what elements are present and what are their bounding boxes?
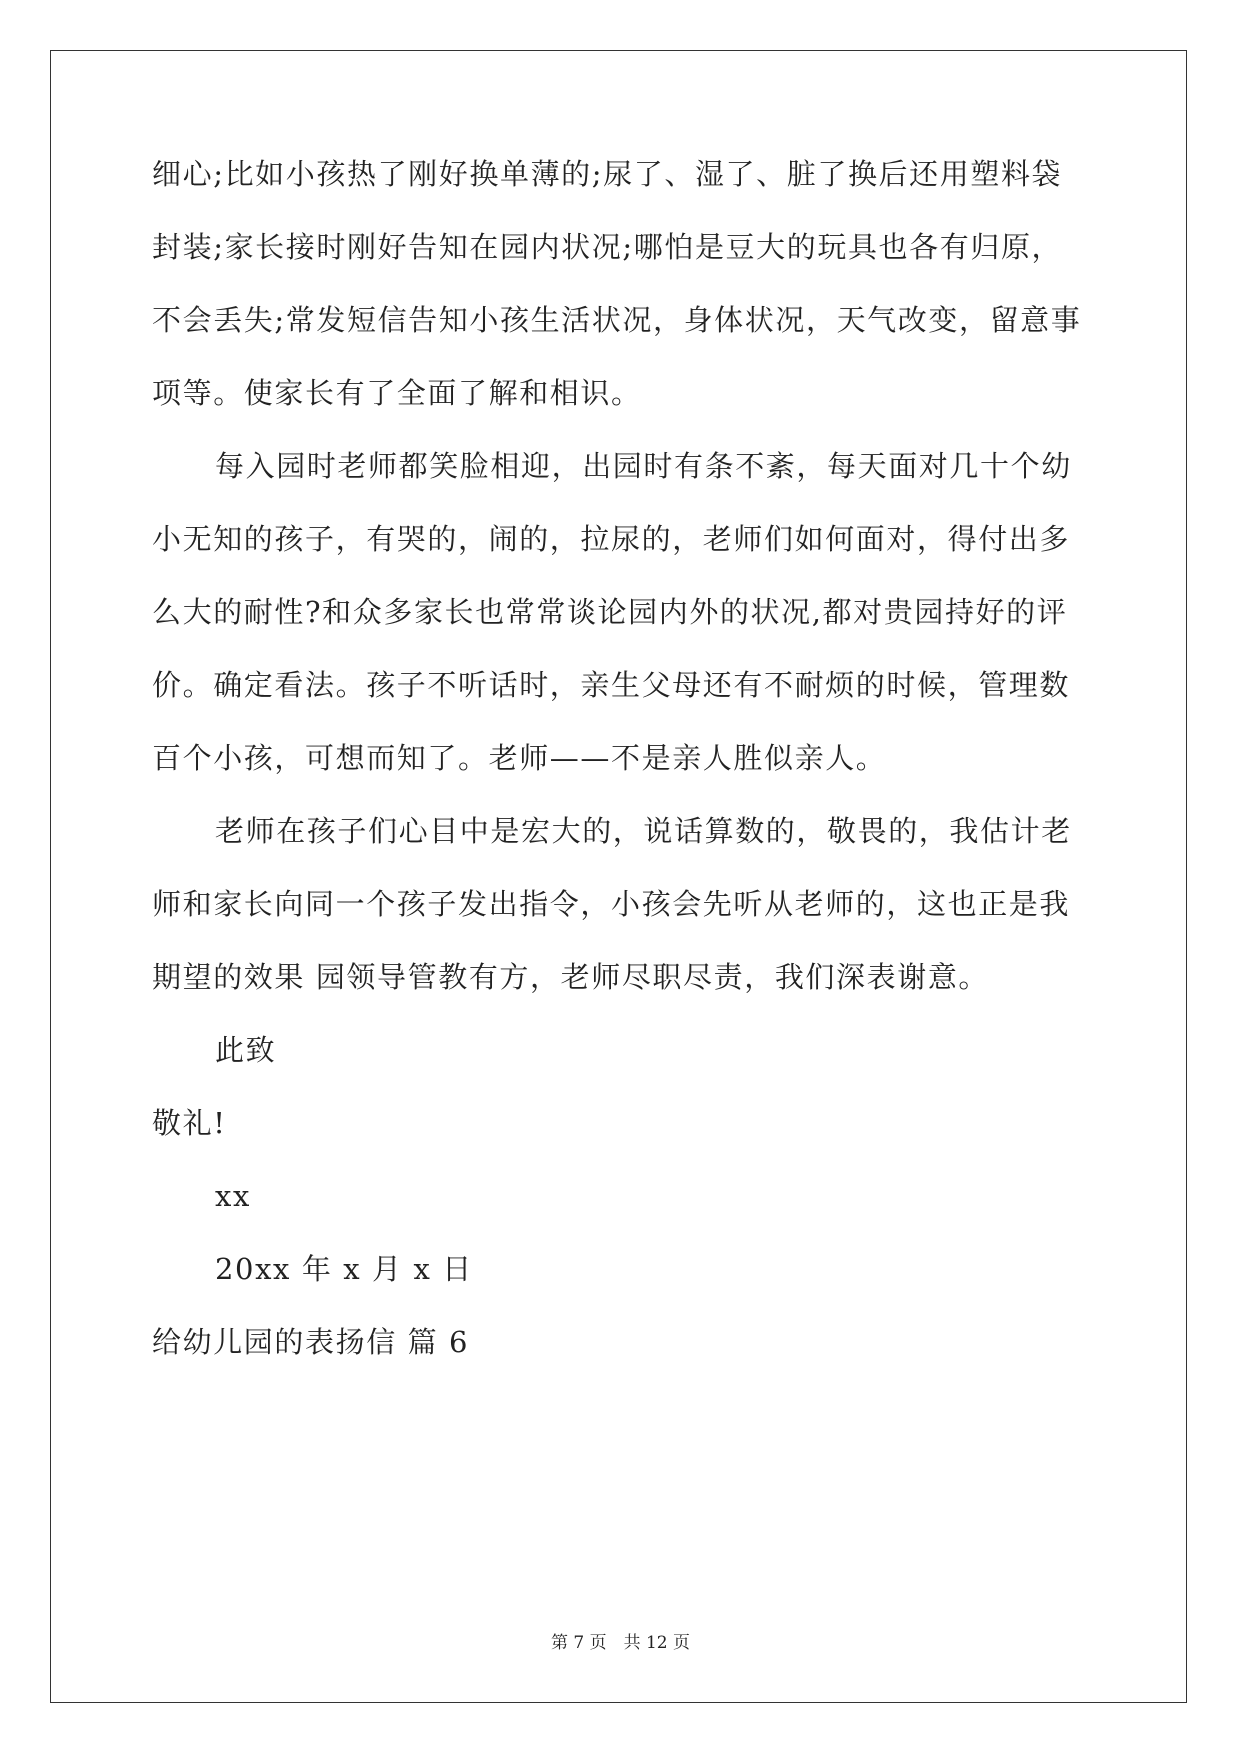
body-line: 价。确定看法。孩子不听话时，亲生父母还有不耐烦的时候，管理数 (152, 668, 1071, 702)
body-line: 细心;比如小孩热了刚好换单薄的;尿了、湿了、脏了换后还用塑料袋 (152, 157, 1063, 191)
section-heading: 给幼儿园的表扬信 篇 6 (152, 1325, 470, 1359)
body-line: 老师在孩子们心目中是宏大的，说话算数的，敬畏的，我估计老 (215, 814, 1072, 848)
page-border (50, 50, 1187, 1703)
body-line: 百个小孩，可想而知了。老师——不是亲人胜似亲人。 (152, 741, 887, 775)
body-line: 小无知的孩子，有哭的，闹的，拉尿的，老师们如何面对，得付出多 (152, 522, 1071, 556)
body-line: 期望的效果 园领导管教有方，老师尽职尽责，我们深表谢意。 (152, 960, 990, 994)
body-line: 每入园时老师都笑脸相迎，出园时有条不紊，每天面对几十个幼 (215, 449, 1072, 483)
salutation-line: 敬礼! (152, 1106, 227, 1140)
body-line: 么大的耐性?和众多家长也常常谈论园内外的状况,都对贵园持好的评 (152, 595, 1068, 629)
body-line: 师和家长向同一个孩子发出指令，小孩会先听从老师的，这也正是我 (152, 887, 1071, 921)
page-footer: 第 7 页 共 12 页 (550, 1633, 691, 1653)
body-line: 项等。使家长有了全面了解和相识。 (152, 376, 642, 410)
date-line: 20xx 年 x 月 x 日 (215, 1252, 473, 1286)
signature-line: xx (215, 1179, 251, 1213)
closing-line: 此致 (215, 1033, 277, 1067)
body-line: 封装;家长接时刚好告知在园内状况;哪怕是豆大的玩具也各有归原， (152, 230, 1063, 264)
body-line: 不会丢失;常发短信告知小孩生活状况，身体状况，天气改变，留意事 (152, 303, 1082, 337)
